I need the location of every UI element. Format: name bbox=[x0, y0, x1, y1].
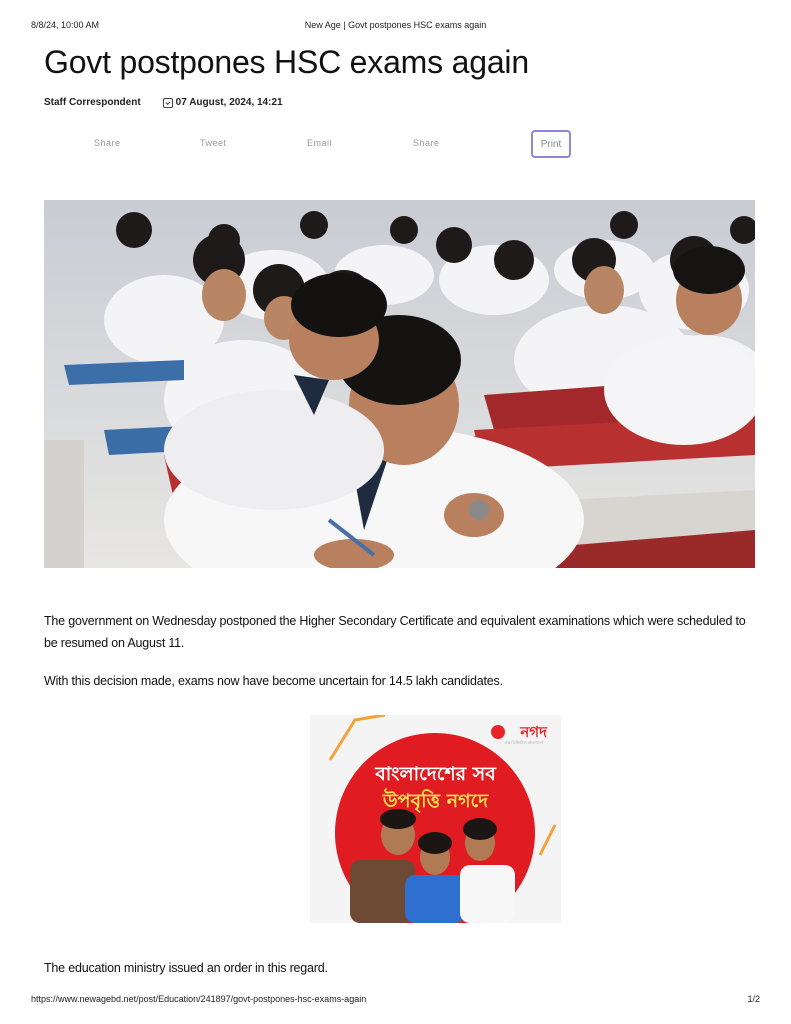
exam-hall-photo bbox=[44, 200, 755, 568]
article-photo bbox=[44, 200, 755, 568]
linkedin-share-button[interactable]: Share bbox=[413, 138, 440, 148]
nagad-tagline: এক ডিজিটাল বাংলাদেশ bbox=[504, 740, 543, 745]
print-header bbox=[31, 20, 760, 32]
facebook-share-button[interactable]: Share bbox=[94, 138, 121, 148]
article-paragraph: With this decision made, exams now have become uncertain for 14.5 lakh candidates. bbox=[44, 674, 503, 688]
article-headline: Govt postpones HSC exams again bbox=[44, 44, 529, 80]
share-bar bbox=[44, 130, 574, 158]
publish-date: 07 August, 2024, 14:21 bbox=[175, 97, 283, 108]
advertisement-banner[interactable] bbox=[310, 715, 561, 923]
calendar-check-icon bbox=[163, 98, 173, 108]
nagad-logo: নগদ bbox=[520, 723, 547, 741]
author-name[interactable]: Staff Correspondent bbox=[44, 97, 141, 108]
print-datetime: 8/8/24, 10:00 AM bbox=[31, 20, 100, 30]
ad-headline-line2: উপবৃত্তি নগদে bbox=[382, 790, 489, 812]
email-share-button[interactable]: Email bbox=[307, 138, 333, 148]
print-button[interactable]: Print bbox=[531, 130, 571, 158]
print-footer bbox=[31, 994, 760, 1006]
print-page-title: New Age | Govt postpones HSC exams again bbox=[304, 20, 487, 30]
article-meta bbox=[44, 97, 283, 108]
article-paragraph: The education ministry issued an order in this regard. bbox=[44, 961, 328, 975]
twitter-tweet-button[interactable]: Tweet bbox=[200, 138, 227, 148]
page-url[interactable]: https://www.newagebd.net/post/Education/241897/govt-postpones-hsc-exams-again bbox=[31, 994, 367, 1004]
ad-headline-line1: বাংলাদেশের সব bbox=[375, 763, 496, 785]
article-paragraph: The government on Wednesday postponed the Higher Secondary Certificate and equivalent examinations which were scheduled to be resumed on August 11. bbox=[44, 614, 746, 650]
page-number: 1/2 bbox=[747, 994, 760, 1004]
